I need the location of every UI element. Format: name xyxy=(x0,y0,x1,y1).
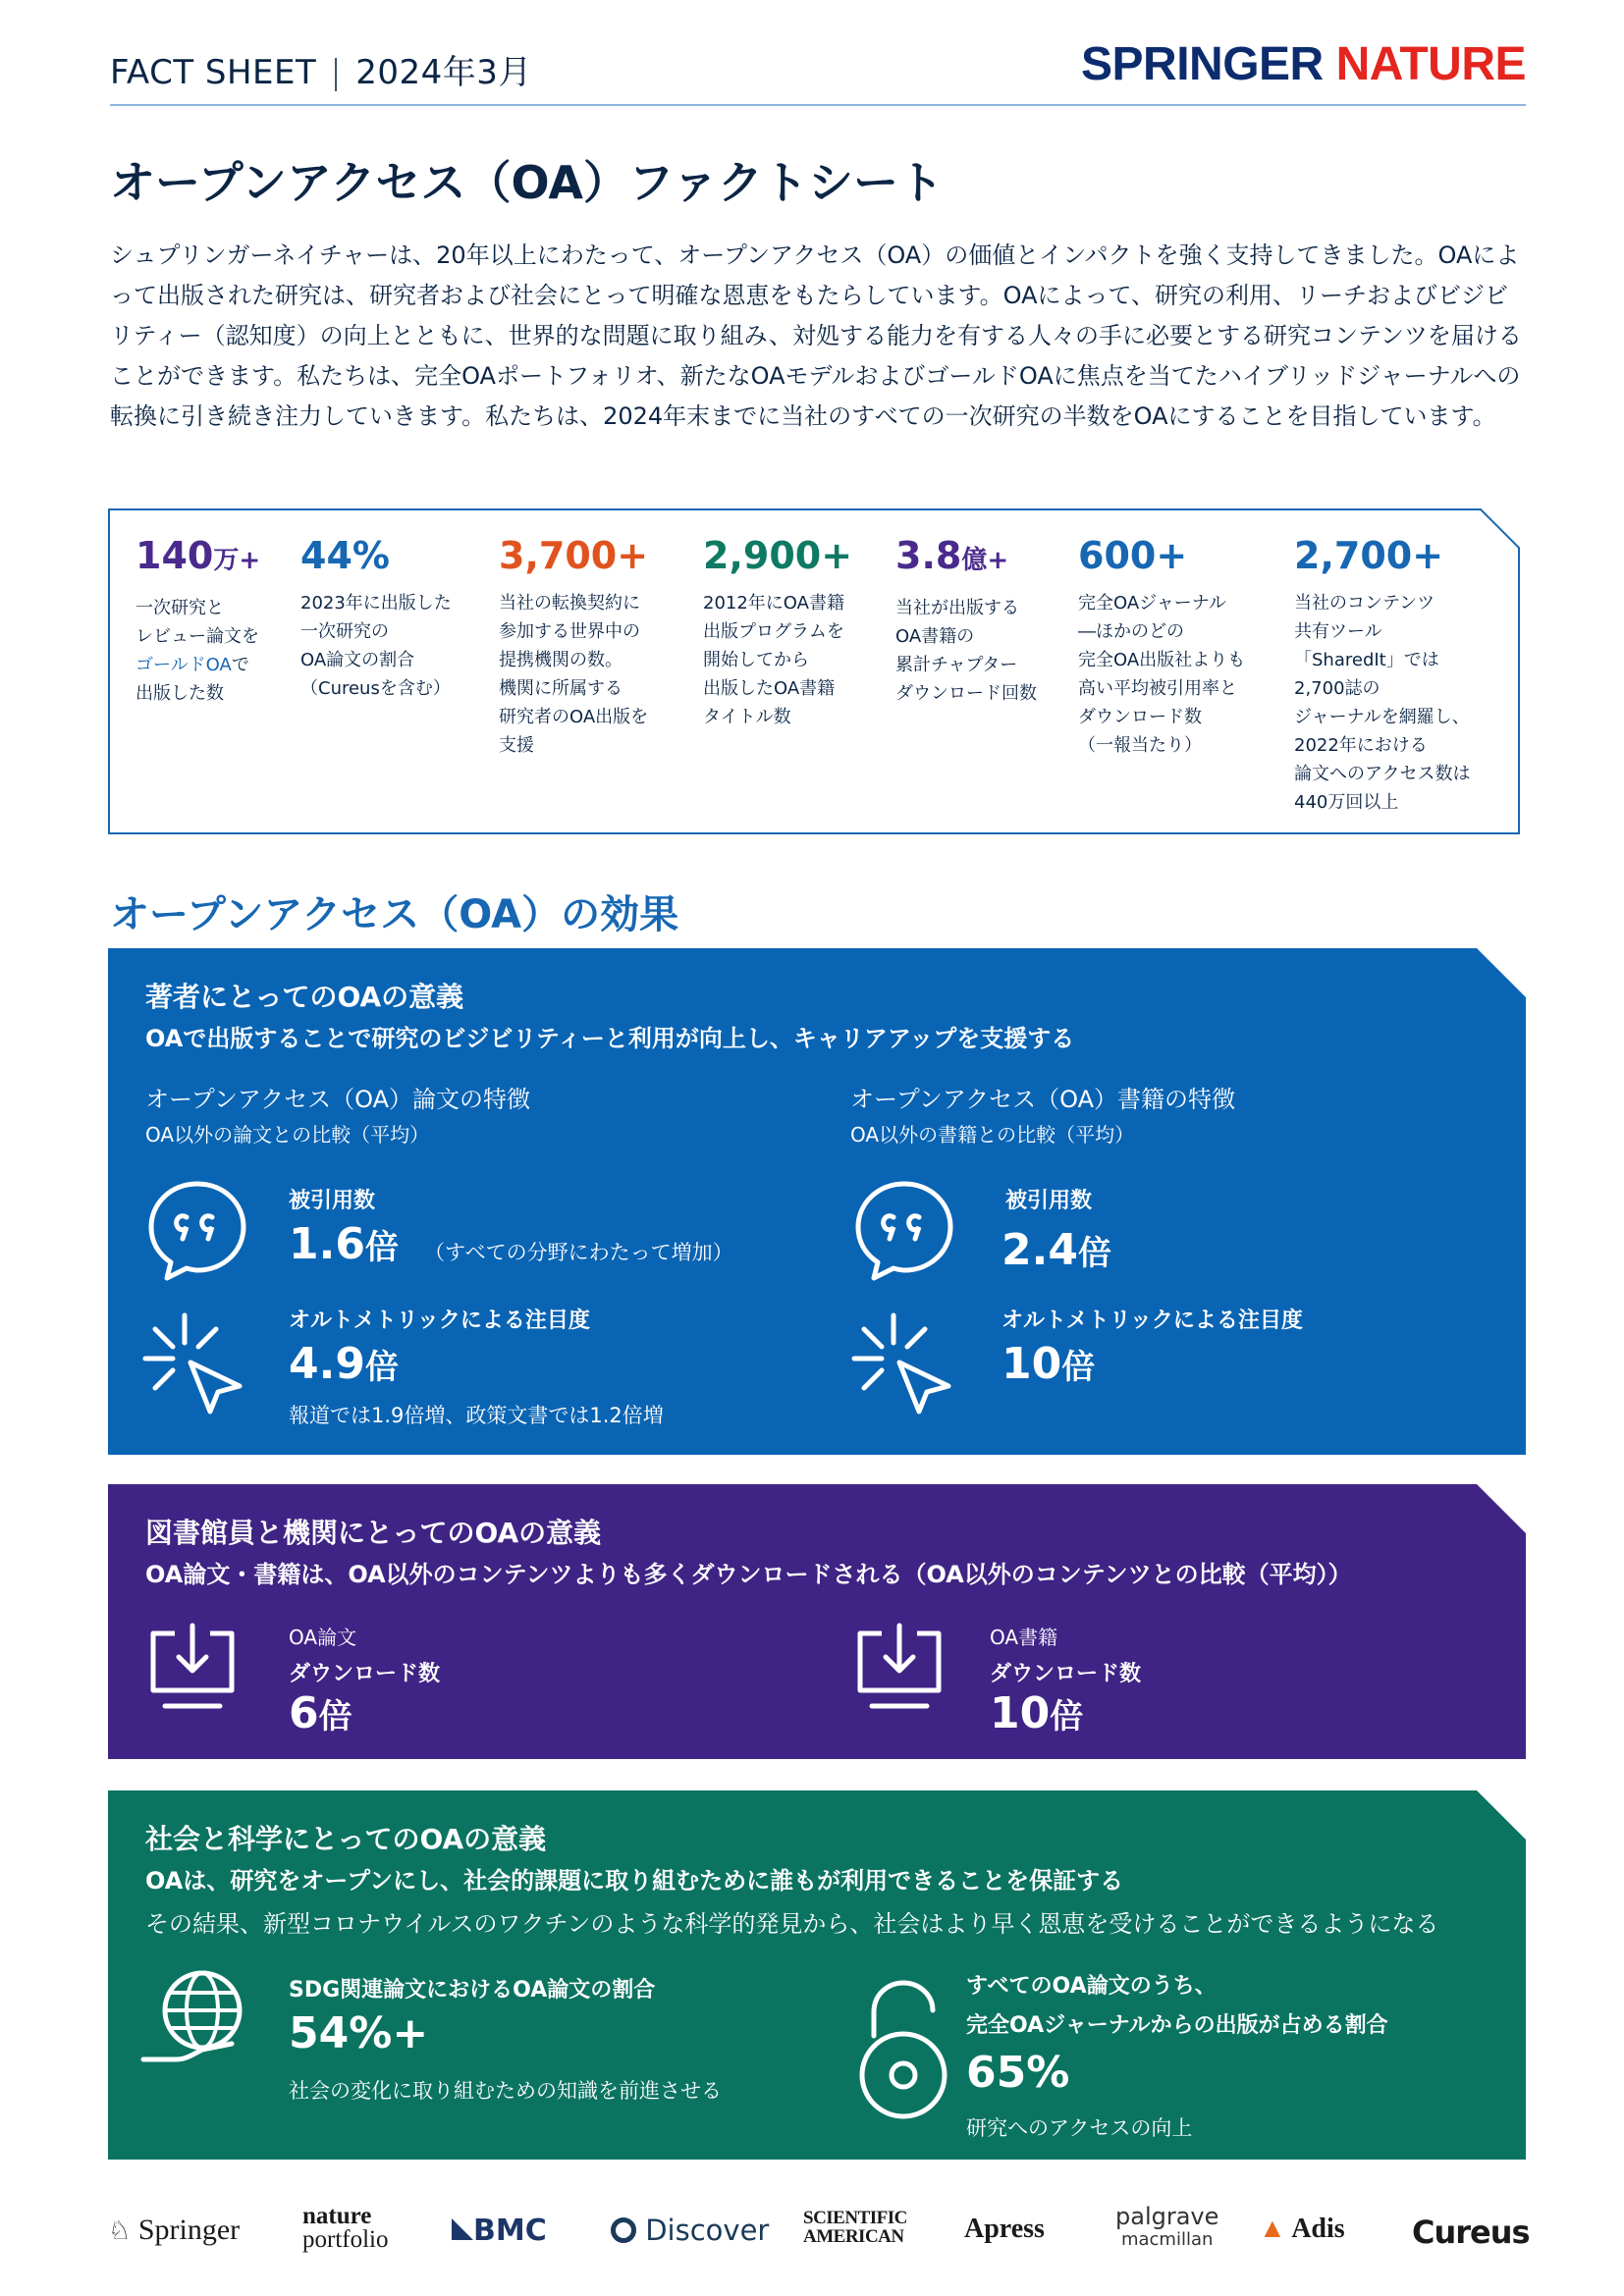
download-monitor-icon xyxy=(143,1620,242,1718)
sdg-note: 社会の変化に取り組むための知識を前進させる xyxy=(289,2079,722,2103)
panel-libraries-subheading: OA論文・書籍は、OA以外のコンテンツよりも多くダウンロードされる（OA以外のコンテンツとの比較（平均）） xyxy=(145,1561,1352,1588)
stat-value: 44% xyxy=(300,534,390,577)
nature-portfolio-logo: nature portfolio xyxy=(302,2203,389,2253)
discover-logo: Discover xyxy=(611,2214,769,2247)
articles-altmetric-value: 4.9倍 xyxy=(289,1339,399,1389)
books-download-value: 10倍 xyxy=(990,1688,1084,1738)
speech-quote-icon xyxy=(850,1176,958,1284)
header-label: FACT SHEET | 2024年3月 xyxy=(110,53,532,92)
stat-value: 600+ xyxy=(1078,534,1188,577)
stat-item xyxy=(135,534,293,708)
download-monitor-icon xyxy=(850,1620,948,1718)
stat-value: 3.8億+ xyxy=(895,534,1009,577)
attention-cursor-icon xyxy=(850,1309,968,1417)
books-altmetric-value: 10倍 xyxy=(1001,1339,1096,1389)
panel-authors-subheading: OAで出版することで研究のビジビリティーと利用が向上し、キャリアアップを支援する xyxy=(145,1025,1075,1052)
attention-cursor-icon xyxy=(141,1309,259,1417)
open-lock-icon xyxy=(850,1977,958,2124)
articles-citations-value: 1.6倍 xyxy=(289,1219,399,1269)
stat-description: 当社が出版する OA書籍の 累計チャプター ダウンロード回数 xyxy=(895,598,1037,704)
stats-box xyxy=(108,508,1520,834)
page-title: オープンアクセス（OA）ファクトシート xyxy=(110,156,945,209)
stat-item xyxy=(499,534,695,760)
globe-hand-icon xyxy=(137,1965,255,2073)
panel-society xyxy=(108,1790,1526,2160)
springer-nature-logo: SPRINGER NATURE xyxy=(1081,38,1526,90)
intro-paragraph: シュプリンガーネイチャーは、20年以上にわたって、オープンアクセス（OA）の価値とインパクトを強く支持してきました。OAによって出版された研究は、研究者および社会にとって明確な恩恵をもたらしています。OAによって、研究の利用、リーチおよびビジビリティー（認知度）の向上とともに、世界的な問題に取り組み、対処する能力を有する人々の手に必要とする研究コンテンツを届けることができます。私たちは、完全OAポートフォリオ、新たなOAモデルおよびゴールドOAに焦点を当てたハイブリッドジャーナルへの転換に引き続き注力していきます。私たちは、2024年末までに当社のすべての一次研究の半数をOAにすることを目指しています。 xyxy=(110,241,1522,430)
header-date: 2024年3月 xyxy=(355,53,532,92)
books-citations-value: 2.4倍 xyxy=(1001,1225,1111,1275)
sdg-label: SDG関連論文におけるOA論文の割合 xyxy=(289,1978,656,2002)
stat-item xyxy=(895,534,1072,708)
stat-item xyxy=(300,534,487,703)
articles-download-value: 6倍 xyxy=(289,1688,352,1738)
fully-oa-note: 研究へのアクセスの向上 xyxy=(966,2116,1193,2140)
palgrave-macmillan-logo: palgrave macmillan xyxy=(1115,2203,1219,2250)
books-type: OA書籍 xyxy=(990,1626,1058,1649)
stat-description: 完全OAジャーナル ―ほかのどの 完全OA出版社よりも 高い平均被引用率と ダウンロード数 （一報当たり） xyxy=(1078,593,1246,756)
springer-logo: ♘ Springer xyxy=(108,2214,241,2246)
panel-authors-heading: 著者にとってのOAの意義 xyxy=(145,981,464,1013)
articles-title: オープンアクセス（OA）論文の特徴 xyxy=(145,1086,531,1113)
panel-society-line: その結果、新型コロナウイルスのワクチンのような科学的発見から、社会はより早く恩恵を受けることができるようになる xyxy=(145,1910,1439,1938)
stat-item xyxy=(703,534,890,731)
apress-logo: Apress xyxy=(964,2214,1045,2244)
stat-description: 当社のコンテンツ 共有ツール 「SharedIt」では 2,700誌の ジャーナルを網羅し、 2022年における 論文へのアクセス数は 440万回以上 xyxy=(1294,593,1471,813)
section-title: オープンアクセス（OA）の効果 xyxy=(110,892,679,937)
panel-authors xyxy=(108,948,1526,1455)
stat-value: 140万+ xyxy=(135,534,261,577)
sdg-value: 54%+ xyxy=(289,2008,429,2058)
stat-item xyxy=(1078,534,1284,760)
panel-libraries xyxy=(108,1484,1526,1759)
stat-description: 一次研究と レビュー論文を ゴールドOAで 出版した数 xyxy=(135,598,259,704)
fact-sheet-label: FACT SHEET xyxy=(110,53,317,92)
header-divider xyxy=(110,104,1526,106)
articles-altmetric-note: 報道では1.9倍増、政策文書では1.2倍増 xyxy=(289,1404,664,1427)
panel-society-heading: 社会と科学にとってのOAの意義 xyxy=(145,1823,547,1855)
scientific-american-logo: SCIENTIFIC AMERICAN xyxy=(803,2208,907,2247)
fully-oa-label-1: すべてのOA論文のうち、 xyxy=(966,1974,1217,1999)
cureus-logo: Cureus xyxy=(1412,2214,1530,2251)
panel-society-subheading: OAは、研究をオープンにし、社会的課題に取り組むために誰もが利用できることを保証する xyxy=(145,1867,1124,1895)
books-title: オープンアクセス（OA）書籍の特徴 xyxy=(850,1086,1236,1113)
adis-logo: ▲ Adis xyxy=(1259,2214,1345,2244)
articles-citations-label: 被引用数 xyxy=(289,1189,376,1213)
books-download-label: ダウンロード数 xyxy=(990,1662,1142,1686)
bmc-logo: BMC xyxy=(452,2214,547,2248)
articles-type: OA論文 xyxy=(289,1626,357,1649)
articles-altmetric-label: オルトメトリックによる注目度 xyxy=(289,1308,590,1333)
articles-download-label: ダウンロード数 xyxy=(289,1662,441,1686)
stat-description: 2023年に出版した 一次研究の OA論文の割合 （Cureusを含む） xyxy=(300,593,452,699)
fully-oa-value: 65% xyxy=(966,2048,1070,2098)
books-subtitle: OA以外の書籍との比較（平均） xyxy=(850,1123,1135,1147)
articles-subtitle: OA以外の論文との比較（平均） xyxy=(145,1123,430,1147)
stat-value: 2,900+ xyxy=(703,534,853,577)
articles-citations-note: （すべての分野にわたって増加） xyxy=(424,1241,733,1264)
stat-value: 3,700+ xyxy=(499,534,649,577)
books-altmetric-label: オルトメトリックによる注目度 xyxy=(1001,1308,1303,1333)
panel-libraries-heading: 図書館員と機関にとってのOAの意義 xyxy=(145,1517,602,1549)
fully-oa-label-2: 完全OAジャーナルからの出版が占める割合 xyxy=(966,2013,1388,2038)
stat-description: 2012年にOA書籍 出版プログラムを 開始してから 出版したOA書籍 タイトル数 xyxy=(703,593,844,727)
stat-value: 2,700+ xyxy=(1294,534,1444,577)
stat-item xyxy=(1294,534,1490,817)
books-citations-label: 被引用数 xyxy=(1005,1189,1093,1213)
speech-quote-icon xyxy=(143,1176,251,1284)
stat-description: 当社の転換契約に 参加する世界中の 提携機関の数。 機関に所属する 研究者のOA出版を 支援 xyxy=(499,593,649,756)
